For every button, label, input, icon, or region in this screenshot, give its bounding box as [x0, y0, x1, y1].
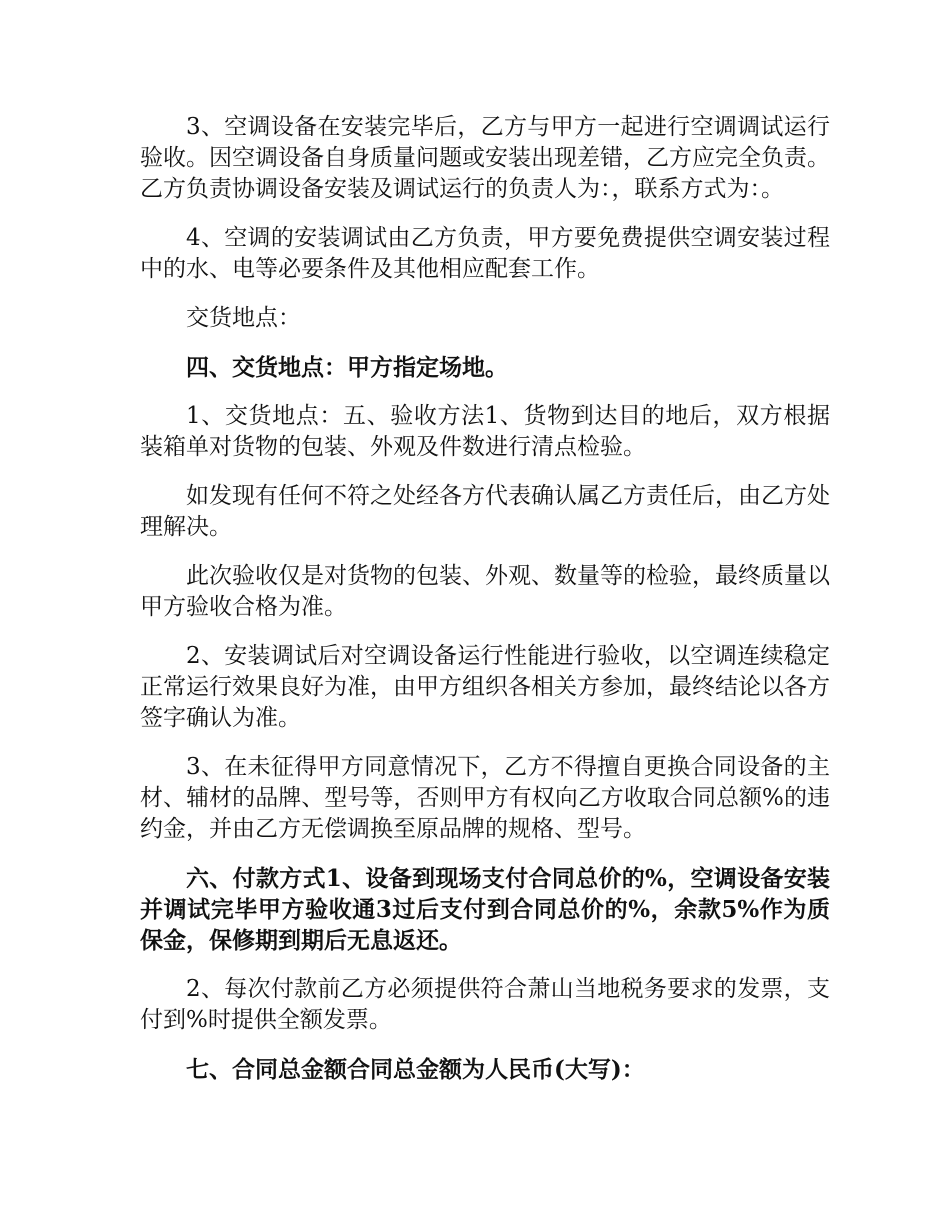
paragraph-performance-acceptance: 2、安装调试后对空调设备运行性能进行验收，以空调连续稳定正常运行效果良好为准，由甲方组织各相关方参加，最终结论以各方签字确认为准。 [140, 643, 830, 731]
paragraph-material-replacement: 3、在未征得甲方同意情况下，乙方不得擅自更换合同设备的主材、辅材的品牌、型号等，否则甲方有权向乙方收取合同总额%的违约金，并由乙方无偿调换至原品牌的规格、型号。 [140, 754, 830, 842]
paragraph-inspection-scope: 此次验收仅是对货物的包装、外观、数量等的检验，最终质量以甲方验收合格为准。 [140, 563, 830, 620]
paragraph-install-conditions: 4、空调的安装调试由乙方负责，甲方要免费提供空调安装过程中的水、电等必要条件及其他相应配套工作。 [140, 225, 830, 282]
section-heading-payment: 六、付款方式1、设备到现场支付合同总价的%，空调设备安装并调试完毕甲方验收通3过后支付到合同总价的%，余款5%作为质保金，保修期到期后无息返还。 [140, 865, 830, 954]
paragraph-acceptance-method: 1、交货地点：五、验收方法1、货物到达目的地后，双方根据装箱单对货物的包装、外观及件数进行清点检验。 [140, 403, 830, 460]
document-page [140, 112, 830, 1103]
section-heading-delivery: 四、交货地点：甲方指定场地。 [186, 354, 508, 381]
paragraph-install-acceptance: 3、空调设备在安装完毕后，乙方与甲方一起进行空调调试运行验收。因空调设备自身质量问题或安装出现差错，乙方应完全负责。乙方负责协调设备安装及调试运行的负责人为：，联系方式为：。 [140, 114, 830, 202]
section-heading-total-amount: 七、合同总金额合同总金额为人民币(大写)： [186, 1056, 645, 1083]
paragraph-invoice: 2、每次付款前乙方必须提供符合萧山当地税务要求的发票，支付到%时提供全额发票。 [140, 976, 830, 1033]
paragraph-delivery-location-label: 交货地点： [186, 305, 301, 331]
paragraph-discrepancy: 如发现有任何不符之处经各方代表确认属乙方责任后，由乙方处理解决。 [140, 483, 830, 540]
